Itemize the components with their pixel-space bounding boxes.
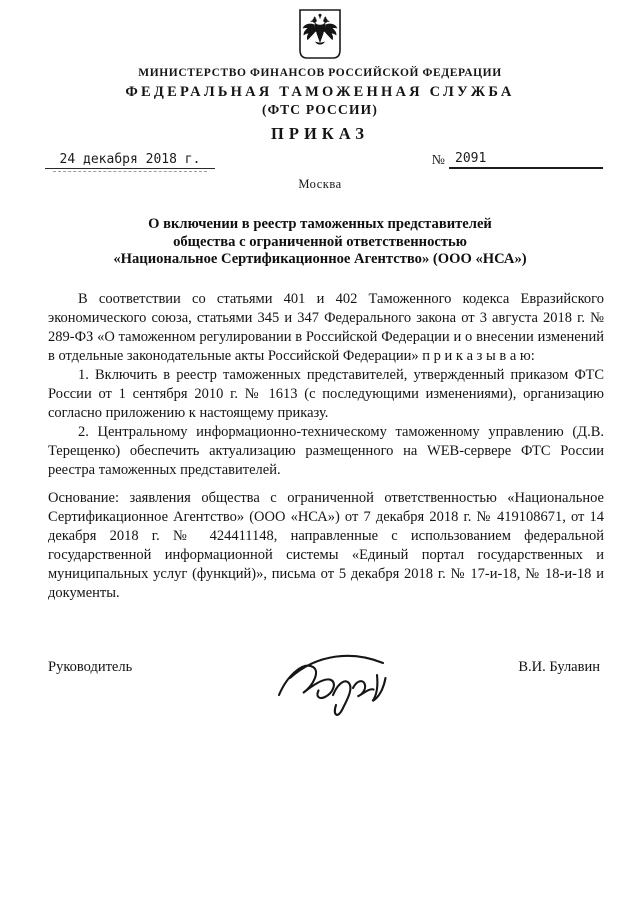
signer-name: В.И. Булавин [518,658,600,675]
city-label: Москва [298,177,342,191]
agency-title: ФЕДЕРАЛЬНАЯ ТАМОЖЕННАЯ СЛУЖБА [125,84,515,100]
document-title-line-3: «Национальное Сертификационное Агентство» (ООО «НСА») [113,251,527,267]
coat-of-arms-icon [298,8,342,60]
order-date: 24 декабря 2018 г. [45,152,215,169]
paragraph-item-1: 1. Включить в реестр таможенных представителей, утвержденный приказом ФТС России от 1 сентября 2010 г. № 1613 (с последующими изменениями), организацию согласно приложению к настоящему приказу. [48,366,604,421]
document-body [48,290,604,603]
number-sign: № [431,153,445,168]
document-type-title: ПРИКАЗ [271,124,369,143]
paragraph-item-2: 2. Центральному информационно-техническому таможенному управлению (Д.В. Терещенко) обеспечить актуализацию размещенного на WEB-сервере ФТС России реестра таможенных представителей. [48,423,604,478]
date-number-row [0,151,640,169]
order-number: 2091 [449,151,603,169]
signature-block [0,647,640,725]
document-title-line-2: общества с ограниченной ответственностью [173,233,467,250]
ministry-title: МИНИСТЕРСТВО ФИНАНСОВ РОССИЙСКОЙ ФЕДЕРАЦИИ [138,67,502,79]
document-title-line-1: О включении в реестр таможенных представителей [148,216,492,232]
order-number-field [432,151,603,169]
agency-short-title: (ФТС РОССИИ) [261,102,379,117]
paragraph-basis: Основание: заявления общества с ограниченной ответственностью «Национальное Сертификационное Агентство» (ООО «НСА») от 7 декабря 2018 г. № 419108671, от 14 декабря 2018 г. № 424411148, направленные с использованием федеральной государственной информационной системы «Единый портал государственных и муниципальных услуг (функций)», письма от 5 декабря 2018 г. № 17-и-18, № 18-и-18 и документы. [48,489,604,601]
document-title [0,216,640,269]
emblem-container [0,0,640,60]
signer-position: Руководитель [48,658,133,675]
paragraph-preamble: В соответствии со статьями 401 и 402 Таможенного кодекса Евразийского экономического союза, статьями 345 и 347 Федерального закона от 3 августа 2018 г. № 289-ФЗ «О таможенном регулировании в Российской Федерации и о внесении изменений в отдельные законодательные акты Российской Федерации» п р и к а з ы в а ю: [48,290,604,364]
signature-autograph-icon [273,647,408,725]
